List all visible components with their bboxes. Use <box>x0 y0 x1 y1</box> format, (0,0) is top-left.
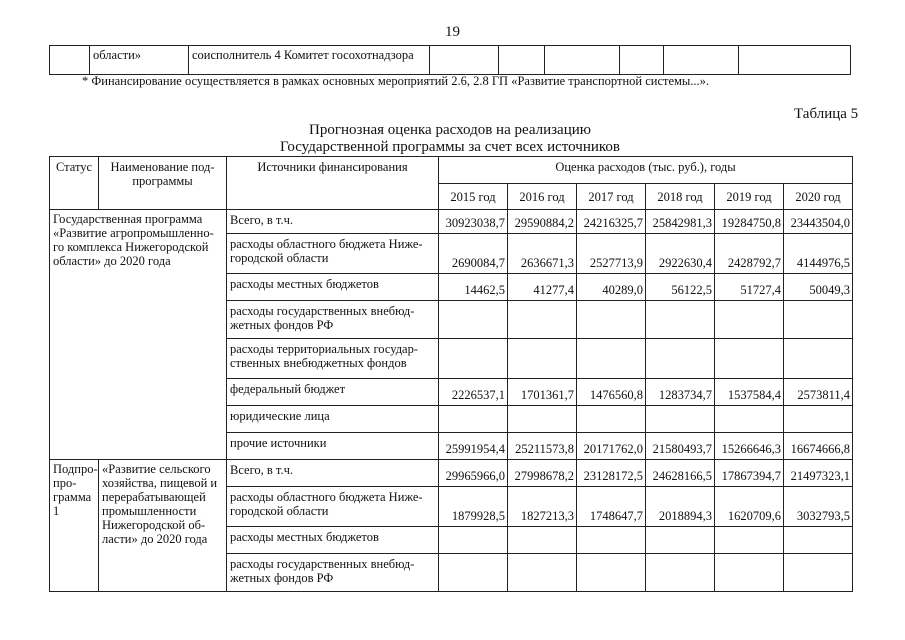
expense-value: 24628166,5 <box>646 460 715 487</box>
header-year: 2015 год <box>439 184 508 210</box>
expense-value: 1827213,3 <box>508 487 577 527</box>
expense-value: 29965966,0 <box>439 460 508 487</box>
expense-value <box>784 527 853 554</box>
table-cell: области» <box>90 46 189 75</box>
table-cell <box>499 46 545 75</box>
expense-value: 51727,4 <box>715 274 784 301</box>
footnote: * Финансирование осуществляется в рамках основных мероприятий 2.6, 2.8 ГП «Развитие транспортной системы...». <box>82 74 710 88</box>
header-estimate: Оценка расходов (тыс. руб.), годы <box>439 157 853 184</box>
expense-value <box>439 301 508 339</box>
expense-value <box>577 406 646 433</box>
header-year: 2016 год <box>508 184 577 210</box>
expense-value <box>508 554 577 592</box>
expense-value <box>646 406 715 433</box>
expense-value: 2428792,7 <box>715 234 784 274</box>
expense-value: 1476560,8 <box>577 379 646 406</box>
expense-value: 1283734,7 <box>646 379 715 406</box>
funding-source: расходы государственных внебюд-жетных фондов РФ <box>227 301 439 339</box>
expense-value <box>577 301 646 339</box>
funding-source: прочие источники <box>227 433 439 460</box>
expense-value: 2527713,9 <box>577 234 646 274</box>
program-status: Государственная программа «Развитие агропромышленно-го комплекса Нижегородской области» до 2020 года <box>50 210 227 460</box>
table-cell: соисполнитель 4 Комитет госохотнадзора <box>189 46 430 75</box>
expense-value: 1620709,6 <box>715 487 784 527</box>
table-body <box>50 210 853 592</box>
expense-value <box>784 339 853 379</box>
expense-value: 50049,3 <box>784 274 853 301</box>
table-cell <box>664 46 739 75</box>
funding-source: расходы государственных внебюд-жетных фондов РФ <box>227 554 439 592</box>
page-number: 19 <box>445 24 460 40</box>
funding-source: расходы территориальных государ-ственных внебюджетных фондов <box>227 339 439 379</box>
expense-table <box>49 156 853 592</box>
expense-value <box>508 301 577 339</box>
table-cell <box>545 46 620 75</box>
expense-value <box>646 554 715 592</box>
expense-value: 23443504,0 <box>784 210 853 234</box>
title-line: Прогнозная оценка расходов на реализацию <box>309 122 591 138</box>
expense-value: 30923038,7 <box>439 210 508 234</box>
expense-value <box>715 554 784 592</box>
expense-value <box>715 301 784 339</box>
table-cell <box>620 46 664 75</box>
subprogram-name: «Развитие сельского хозяйства, пищевой и перерабатывающей промышленности Нижегородской об-ласти» до 2020 года <box>99 460 227 592</box>
expense-value: 2922630,4 <box>646 234 715 274</box>
expense-value: 24216325,7 <box>577 210 646 234</box>
expense-value <box>646 339 715 379</box>
funding-source: Всего, в т.ч. <box>227 460 439 487</box>
table-cell <box>739 46 851 75</box>
funding-source: юридические лица <box>227 406 439 433</box>
header-row <box>50 157 853 184</box>
expense-value: 2690084,7 <box>439 234 508 274</box>
expense-value: 56122,5 <box>646 274 715 301</box>
expense-value <box>784 554 853 592</box>
expense-value <box>646 301 715 339</box>
expense-value: 2636671,3 <box>508 234 577 274</box>
expense-value <box>577 554 646 592</box>
table-row <box>50 210 853 234</box>
continuation-table <box>49 45 851 75</box>
expense-value: 21580493,7 <box>646 433 715 460</box>
expense-value <box>439 554 508 592</box>
expense-value: 15266646,3 <box>715 433 784 460</box>
expense-value: 3032793,5 <box>784 487 853 527</box>
funding-source: расходы местных бюджетов <box>227 527 439 554</box>
expense-value: 21497323,1 <box>784 460 853 487</box>
expense-value <box>715 339 784 379</box>
funding-source: федеральный бюджет <box>227 379 439 406</box>
expense-value: 27998678,2 <box>508 460 577 487</box>
expense-value <box>646 527 715 554</box>
expense-value: 4144976,5 <box>784 234 853 274</box>
expense-value: 1537584,4 <box>715 379 784 406</box>
header-year: 2018 год <box>646 184 715 210</box>
expense-value: 2573811,4 <box>784 379 853 406</box>
table-row <box>50 460 853 487</box>
header-year: 2019 год <box>715 184 784 210</box>
header-year: 2017 год <box>577 184 646 210</box>
funding-source: расходы областного бюджета Ниже-городской области <box>227 234 439 274</box>
table-cell <box>430 46 499 75</box>
expense-value: 17867394,7 <box>715 460 784 487</box>
expense-value: 20171762,0 <box>577 433 646 460</box>
funding-source: расходы областного бюджета Ниже-городской области <box>227 487 439 527</box>
expense-value: 14462,5 <box>439 274 508 301</box>
expense-value <box>577 527 646 554</box>
header-sources: Источники финансирования <box>227 157 439 210</box>
table-row <box>50 46 851 75</box>
expense-value <box>508 339 577 379</box>
expense-value: 16674666,8 <box>784 433 853 460</box>
expense-value <box>439 339 508 379</box>
expense-value: 2018894,3 <box>646 487 715 527</box>
expense-value: 1879928,5 <box>439 487 508 527</box>
expense-value: 1701361,7 <box>508 379 577 406</box>
expense-value: 1748647,7 <box>577 487 646 527</box>
program-status: Подпро-про-грамма 1 <box>50 460 99 592</box>
expense-value <box>577 339 646 379</box>
expense-value <box>508 527 577 554</box>
title-line: Государственной программы за счет всех источников <box>280 139 620 155</box>
funding-source: Всего, в т.ч. <box>227 210 439 234</box>
expense-value <box>784 301 853 339</box>
expense-value <box>715 527 784 554</box>
expense-value <box>508 406 577 433</box>
expense-value: 25991954,4 <box>439 433 508 460</box>
expense-value <box>715 406 784 433</box>
expense-value: 19284750,8 <box>715 210 784 234</box>
expense-value: 41277,4 <box>508 274 577 301</box>
expense-value: 29590884,2 <box>508 210 577 234</box>
expense-value: 2226537,1 <box>439 379 508 406</box>
expense-value: 25211573,8 <box>508 433 577 460</box>
expense-value <box>439 406 508 433</box>
expense-value <box>439 527 508 554</box>
header-year: 2020 год <box>784 184 853 210</box>
table-label: Таблица 5 <box>794 106 859 122</box>
expense-value: 40289,0 <box>577 274 646 301</box>
expense-value: 25842981,3 <box>646 210 715 234</box>
expense-value <box>784 406 853 433</box>
table-cell <box>50 46 90 75</box>
header-name: Наименование под-программы <box>99 157 227 210</box>
table-title <box>140 122 760 156</box>
funding-source: расходы местных бюджетов <box>227 274 439 301</box>
expense-value: 23128172,5 <box>577 460 646 487</box>
header-status: Статус <box>50 157 99 210</box>
